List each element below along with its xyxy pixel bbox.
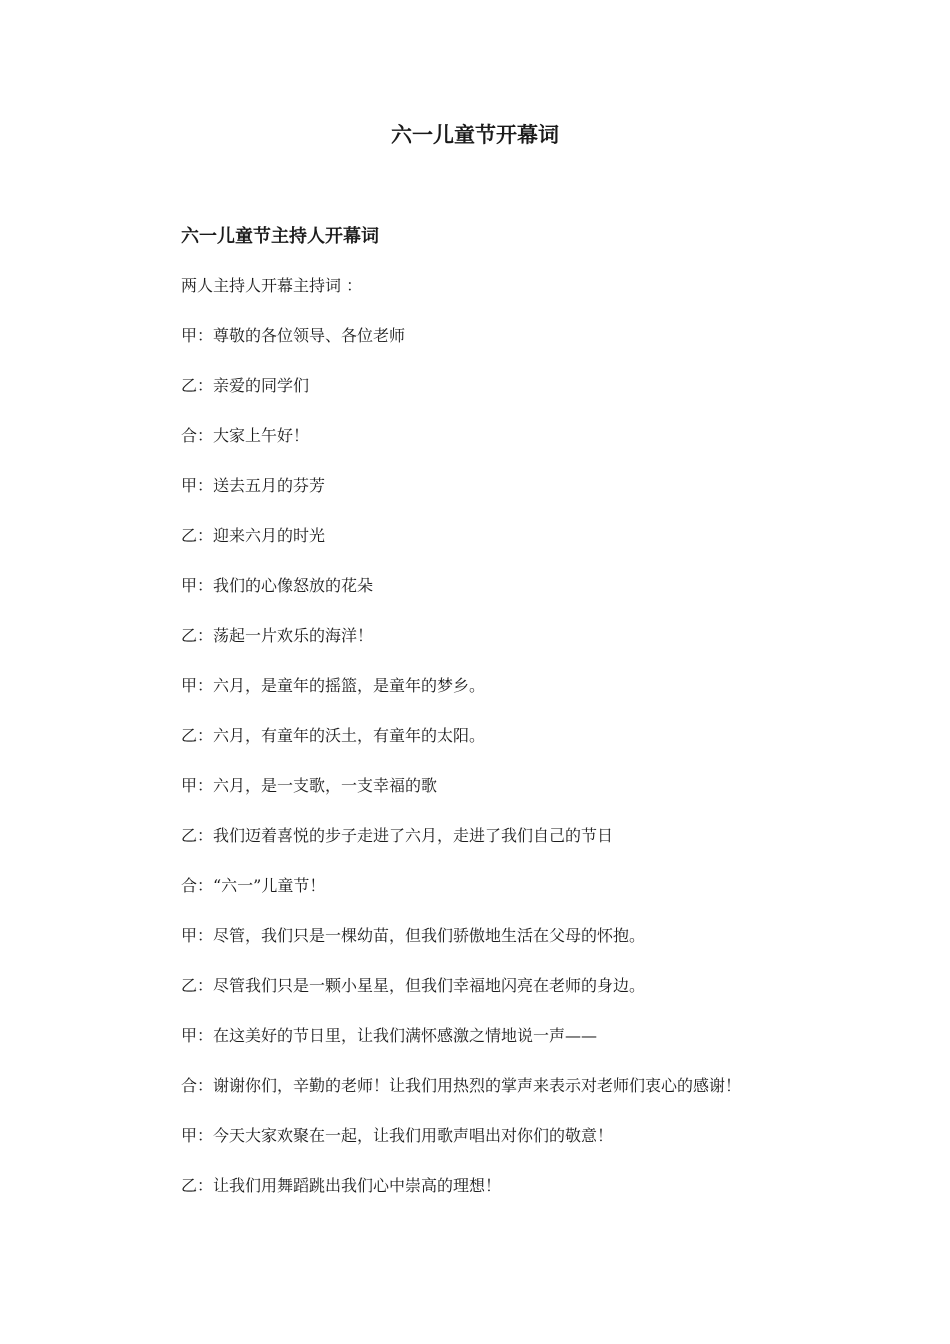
script-line: 甲：我们的心像怒放的花朵 (181, 576, 374, 595)
script-line: 乙：荡起一片欢乐的海洋！ (181, 626, 374, 645)
script-line: 合：“六一”儿童节！ (181, 876, 326, 895)
script-line: 甲：六月，是一支歌，一支幸福的歌 (181, 776, 438, 795)
script-line: 甲：尽管，我们只是一棵幼苗，但我们骄傲地生活在父母的怀抱。 (181, 926, 646, 945)
script-line: 乙：让我们用舞蹈跳出我们心中崇高的理想！ (181, 1176, 502, 1195)
script-line: 乙：我们迈着喜悦的步子走进了六月，走进了我们自己的节日 (181, 826, 614, 845)
script-lines (181, 272, 881, 1222)
script-line: 甲：今天大家欢聚在一起，让我们用歌声唱出对你们的敬意！ (181, 1126, 614, 1145)
script-line: 乙：六月，有童年的沃土，有童年的太阳。 (181, 726, 486, 745)
script-line: 合：谢谢你们，辛勤的老师！让我们用热烈的掌声来表示对老师们衷心的感谢！ (181, 1076, 742, 1095)
script-line: 两人主持人开幕主持词 ： (181, 276, 363, 295)
script-line: 甲：尊敬的各位领导、各位老师 (181, 326, 406, 345)
section-heading: 六一儿童节主持人开幕词 (181, 226, 379, 247)
page-title: 六一儿童节开幕词 (391, 122, 559, 147)
script-line: 甲：在这美好的节日里，让我们满怀感激之情地说一声—— (181, 1026, 598, 1045)
script-line: 乙：迎来六月的时光 (181, 526, 326, 545)
script-line: 合：大家上午好！ (181, 426, 310, 445)
script-line: 乙：尽管我们只是一颗小星星，但我们幸福地闪亮在老师的身边。 (181, 976, 646, 995)
script-line: 甲：六月，是童年的摇篮，是童年的梦乡。 (181, 676, 486, 695)
script-line: 甲：送去五月的芬芳 (181, 476, 326, 495)
script-line: 乙：亲爱的同学们 (181, 376, 310, 395)
